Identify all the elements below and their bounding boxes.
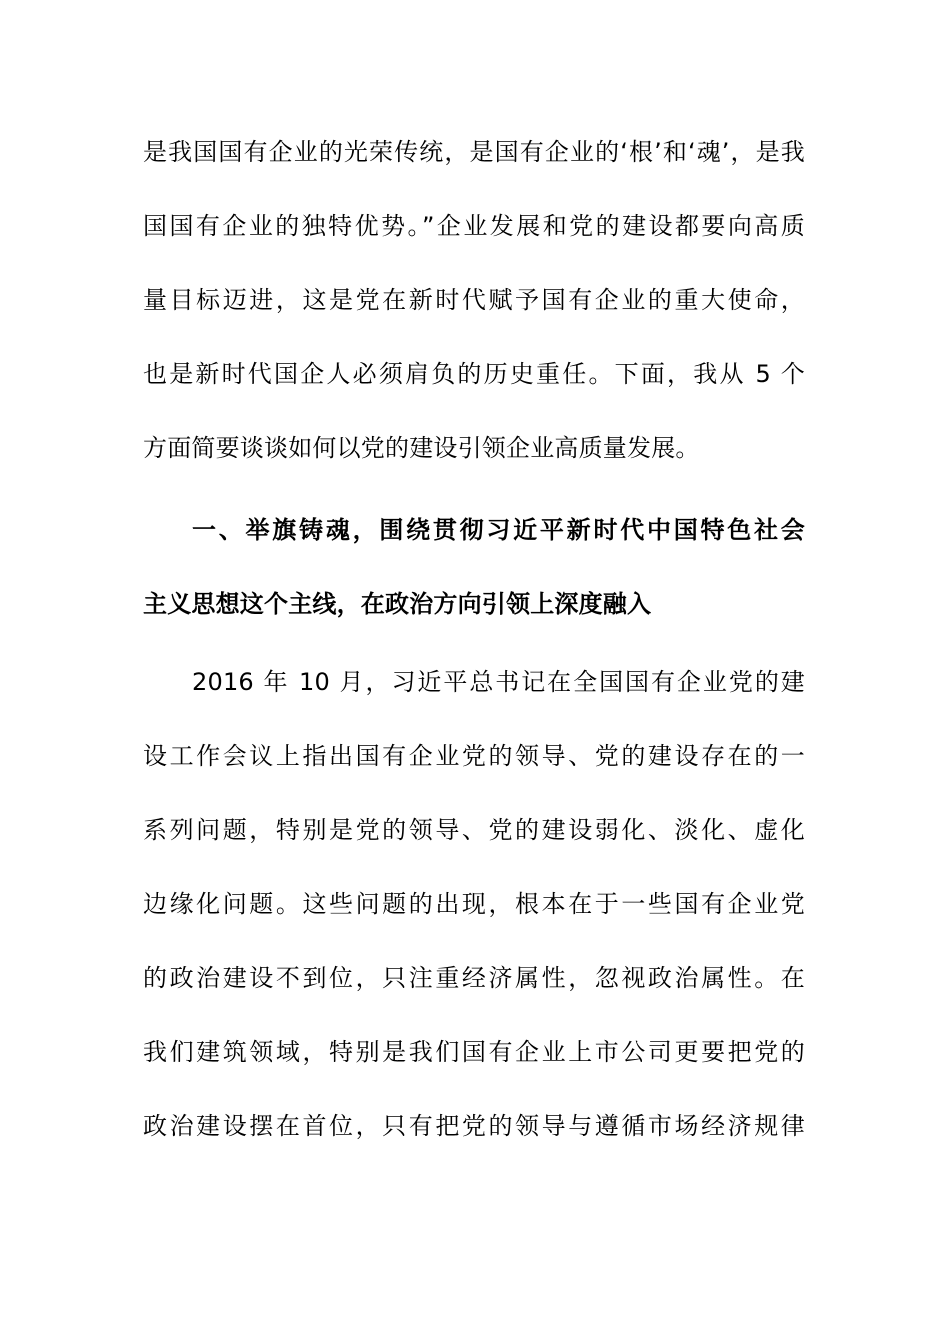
paragraph-1-line-3: 量目标迈进，这是党在新时代赋予国有企业的重大使命， xyxy=(143,286,805,314)
section-heading-line-2: 主义思想这个主线，在政治方向引领上深度融入 xyxy=(143,590,652,618)
paragraph-1-line-2: 国国有企业的独特优势。”企业发展和党的建设都要向高质 xyxy=(143,212,805,240)
paragraph-2-line-1: 2016 年 10 月，习近平总书记在全国国有企业党的建 xyxy=(192,668,805,696)
paragraph-2-line-7: 政治建设摆在首位，只有把党的领导与遵循市场经济规律 xyxy=(143,1112,805,1140)
paragraph-2-line-5: 的政治建设不到位，只注重经济属性，忽视政治属性。在 xyxy=(143,964,805,992)
paragraph-1-line-4: 也是新时代国企人必须肩负的历史重任。下面，我从 5 个 xyxy=(143,360,805,388)
paragraph-2-line-2: 设工作会议上指出国有企业党的领导、党的建设存在的一 xyxy=(143,742,805,770)
paragraph-1-line-5: 方面简要谈谈如何以党的建设引领企业高质量发展。 xyxy=(143,434,700,462)
section-heading-line-1: 一、举旗铸魂，围绕贯彻习近平新时代中国特色社会 xyxy=(192,516,805,544)
paragraph-2-line-4: 边缘化问题。这些问题的出现，根本在于一些国有企业党 xyxy=(143,890,805,918)
paragraph-1-line-1: 是我国国有企业的光荣传统，是国有企业的‘根’和‘魂’，是我 xyxy=(143,138,805,166)
paragraph-2-line-6: 我们建筑领域，特别是我们国有企业上市公司更要把党的 xyxy=(143,1038,805,1066)
paragraph-2-line-3: 系列问题，特别是党的领导、党的建设弱化、淡化、虚化 xyxy=(143,816,805,844)
